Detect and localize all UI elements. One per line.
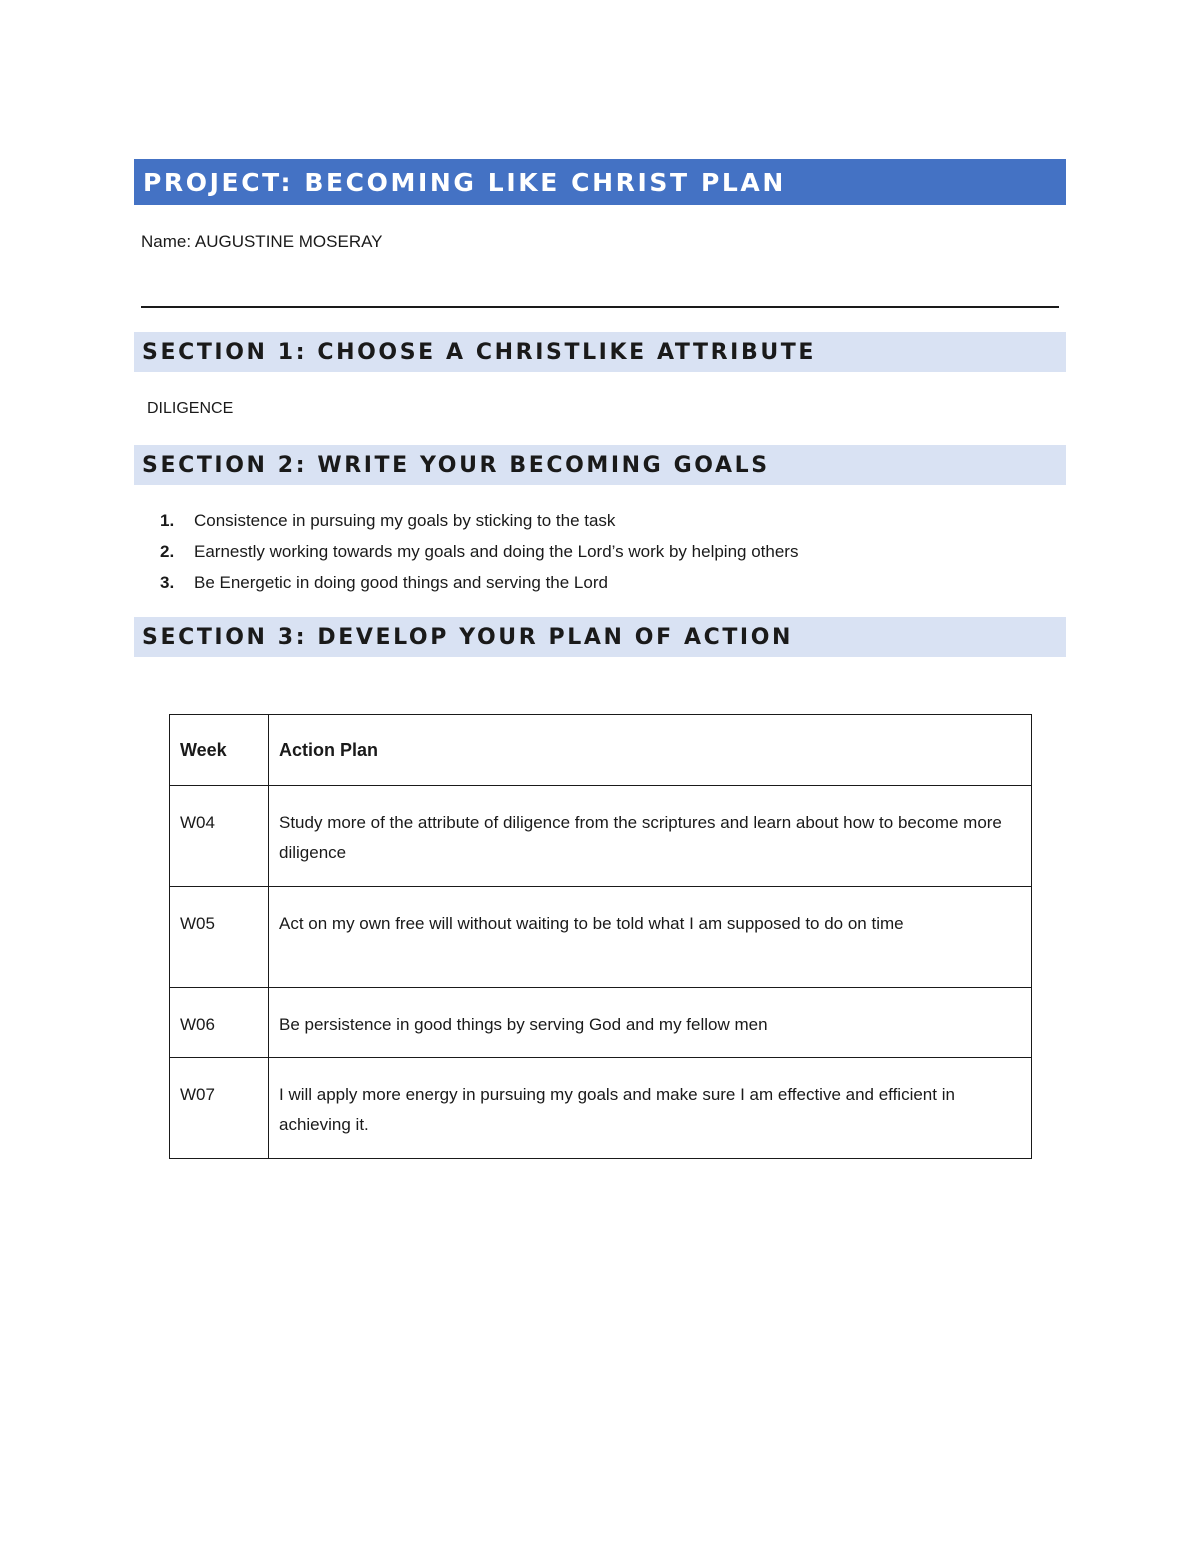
section-2-header [134, 445, 1066, 485]
action-plan-cell: Act on my own free will without waiting to be told what I am supposed to do on time [269, 887, 1032, 988]
goal-item [160, 542, 798, 573]
action-plan-cell: I will apply more energy in pursuing my goals and make sure I am effective and efficient in achieving it. [269, 1058, 1032, 1159]
section-3-heading: SECTION 3: DEVELOP YOUR PLAN OF ACTION [142, 624, 794, 650]
table-row [170, 1058, 1032, 1159]
section-1-heading: SECTION 1: CHOOSE A CHRISTLIKE ATTRIBUTE [142, 339, 817, 365]
action-plan-cell: Be persistence in good things by serving God and my fellow men [269, 988, 1032, 1058]
student-name: Name: AUGUSTINE MOSERAY [141, 232, 383, 251]
week-cell: W07 [170, 1058, 269, 1159]
goal-number: 2. [160, 542, 175, 561]
project-title: PROJECT: BECOMING LIKE CHRIST PLAN [143, 167, 786, 197]
divider-line [141, 306, 1059, 308]
project-title-bar [134, 159, 1066, 205]
section-1-header [134, 332, 1066, 372]
table-row [170, 887, 1032, 988]
week-cell: W04 [170, 786, 269, 887]
goal-text: Earnestly working towards my goals and doing the Lord’s work by helping others [194, 542, 799, 561]
action-plan-table [169, 714, 1032, 1159]
column-header-action-plan: Action Plan [269, 715, 1032, 786]
goal-number: 1. [160, 511, 175, 530]
goal-text: Consistence in pursuing my goals by sticking to the task [194, 511, 616, 530]
table-row [170, 786, 1032, 887]
table-header-row [170, 715, 1032, 786]
goal-number: 3. [160, 573, 175, 592]
week-cell: W06 [170, 988, 269, 1058]
table-row [170, 988, 1032, 1058]
section-3-header [134, 617, 1066, 657]
week-cell: W05 [170, 887, 269, 988]
goal-item [160, 573, 798, 604]
chosen-attribute: DILIGENCE [147, 400, 234, 417]
goal-item [160, 511, 798, 542]
goals-list [160, 511, 798, 604]
action-plan-cell: Study more of the attribute of diligence from the scriptures and learn about how to become more diligence [269, 786, 1032, 887]
goal-text: Be Energetic in doing good things and serving the Lord [194, 573, 608, 592]
section-2-heading: SECTION 2: WRITE YOUR BECOMING GOALS [142, 452, 770, 478]
column-header-week: Week [170, 715, 269, 786]
